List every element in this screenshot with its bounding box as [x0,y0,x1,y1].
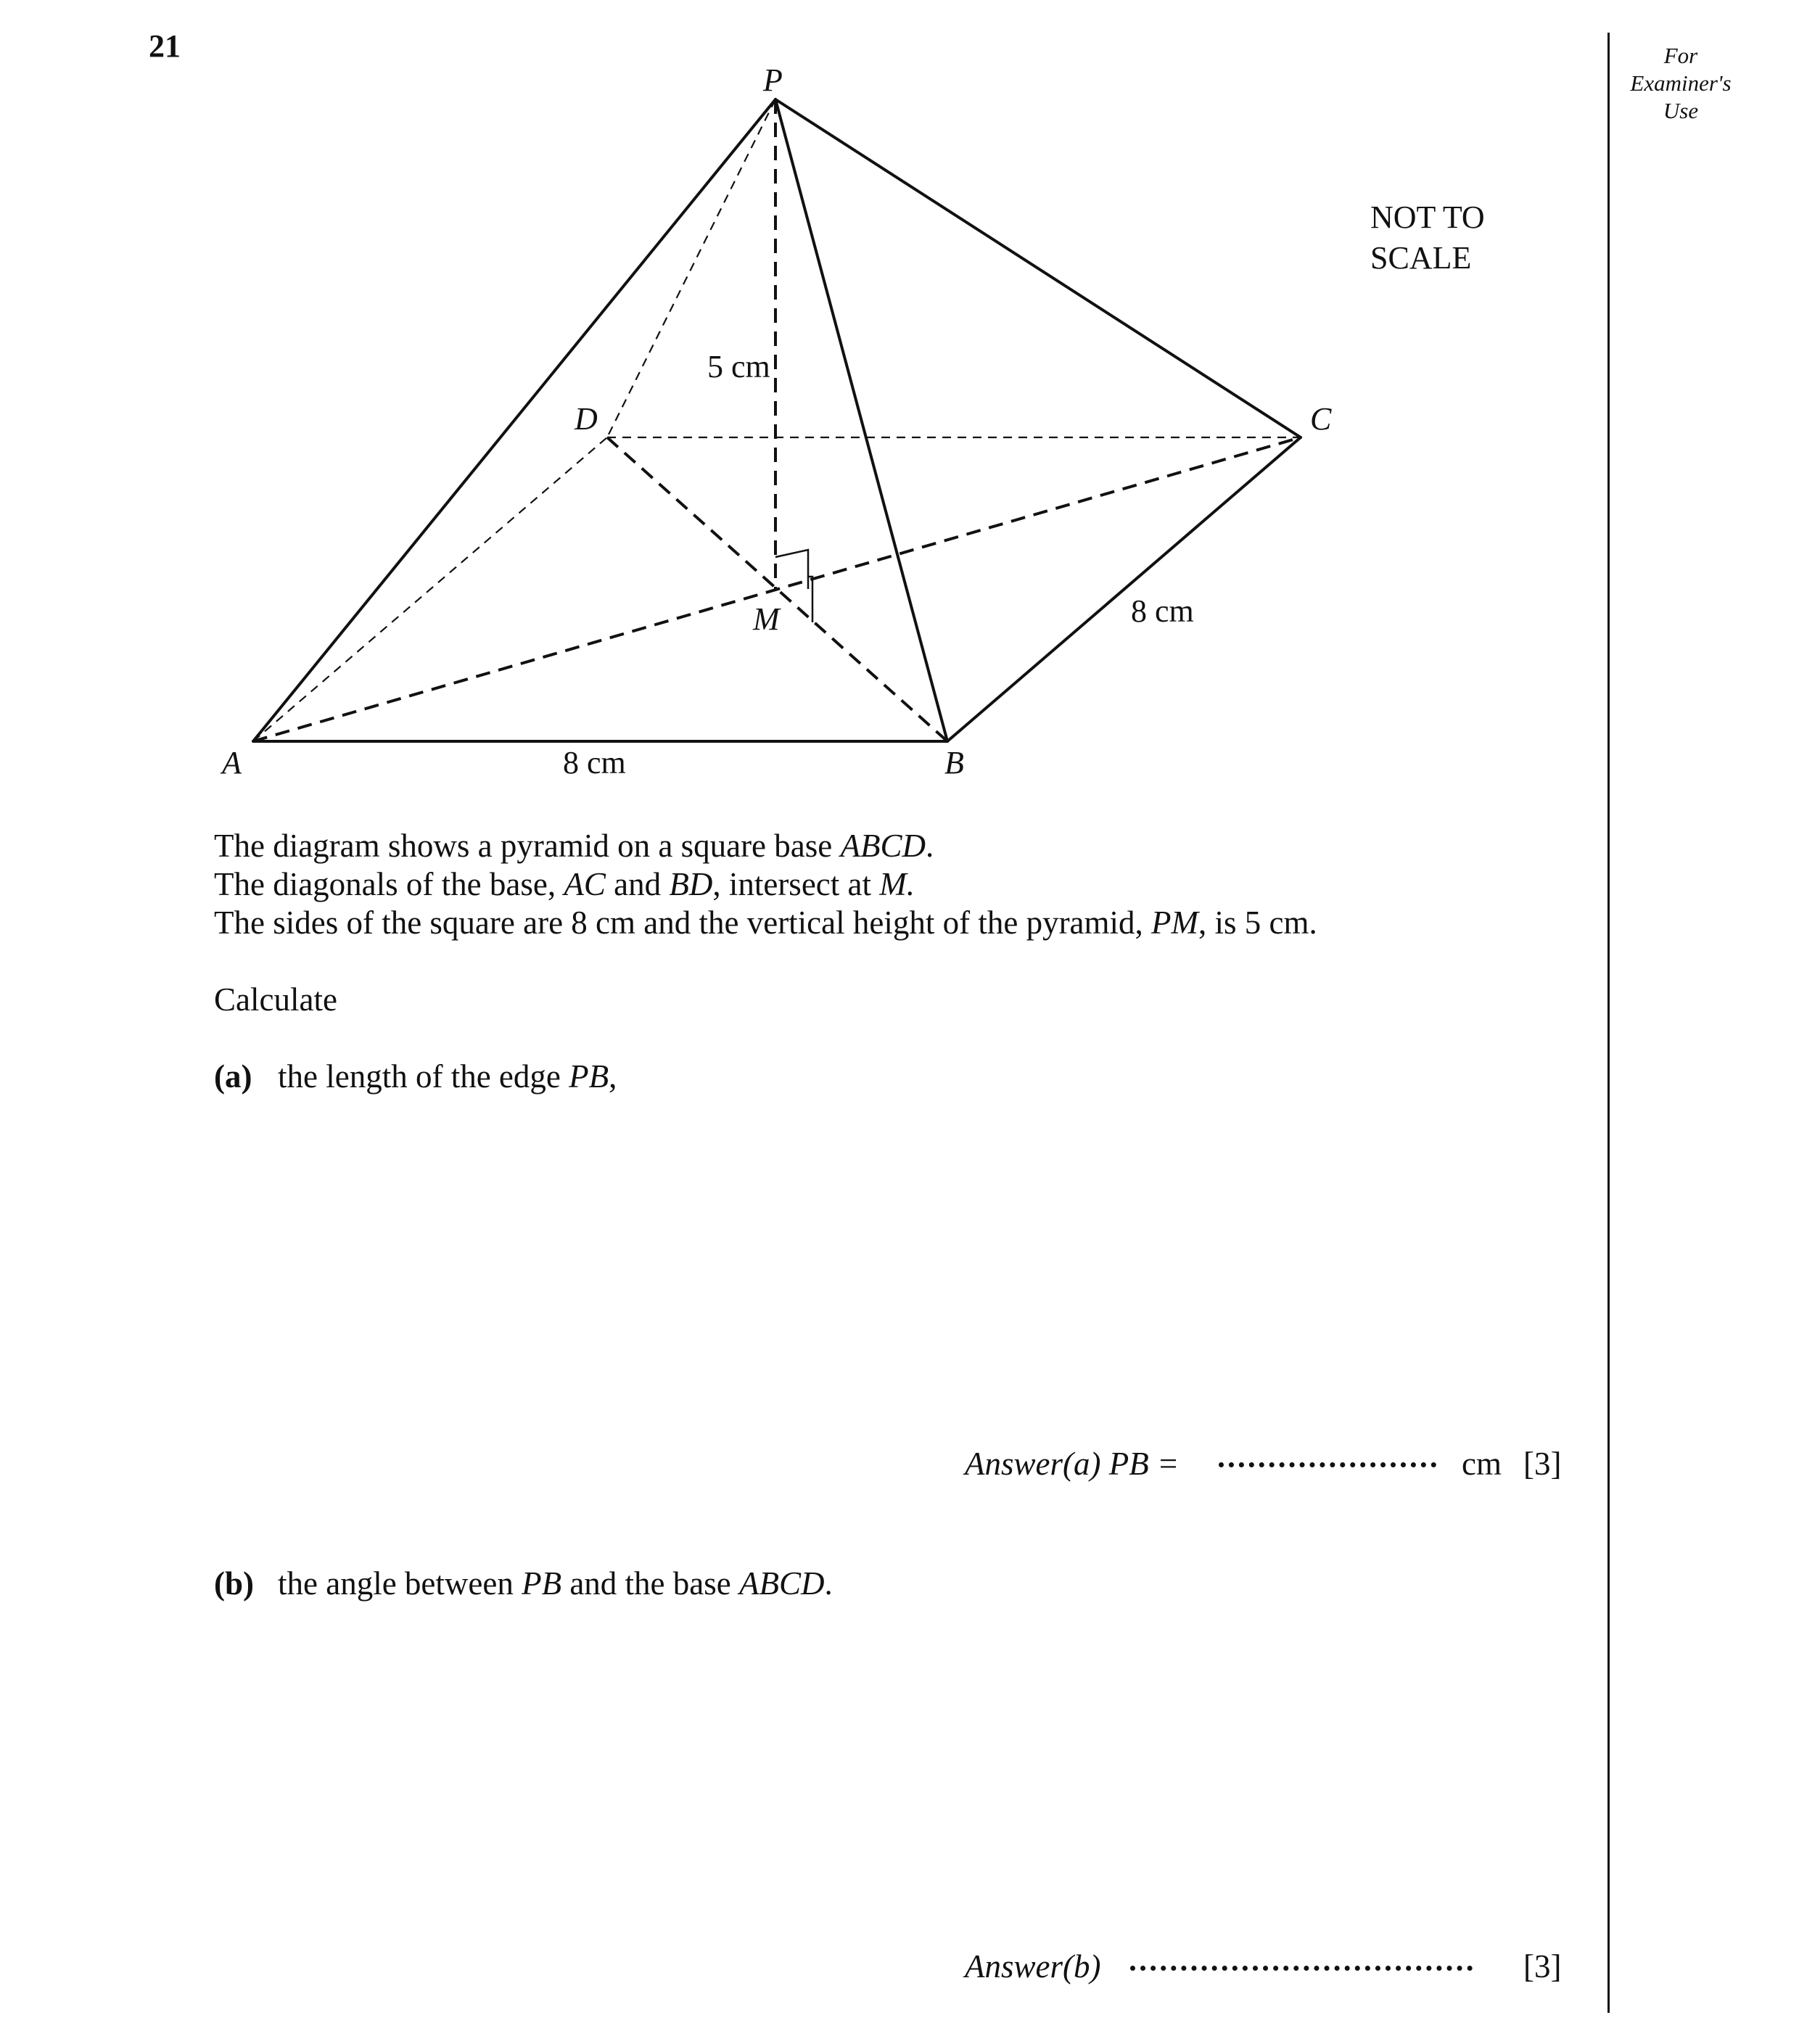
intro-line-3: The sides of the square are 8 cm and the vertical height of the pyramid, PM, is 5 cm. [214,904,1317,941]
intro-line-2: The diagonals of the base, AC and BD, intersect at M. [214,866,915,902]
edge-ad-hidden [253,437,607,741]
calculate-heading: Calculate [214,981,337,1018]
vertex-label-b: B [944,745,964,780]
vertex-label-d: D [575,401,598,437]
part-b-question: (b) the angle between PB and the base ABCD. [214,1565,833,1602]
right-angle-marker [775,550,812,622]
vertex-label-c: C [1310,401,1332,437]
not-to-scale-line-2: SCALE [1370,240,1472,276]
part-a-question: (a) the length of the edge PB, [214,1058,617,1095]
pyramid-diagram [0,0,1799,798]
intro-line-1: The diagram shows a pyramid on a square base ABCD. [214,828,934,864]
answer-a-label: Answer(a) PB = [965,1446,1180,1482]
answer-a-unit: cm [1462,1446,1502,1482]
vertex-label-a: A [222,745,242,780]
not-to-scale-line-1: NOT TO [1370,199,1485,235]
label-height-5cm: 5 cm [707,349,770,384]
answer-a-field[interactable] [1219,1462,1436,1467]
part-b-label: (b) [214,1565,254,1602]
edge-pc [775,99,1301,437]
label-side-bc-8cm: 8 cm [1131,593,1194,629]
question-number: 21 [149,28,181,64]
examiner-line-1: For [1663,43,1698,68]
answer-b-marks: [3] [1523,1948,1562,1985]
examiner-line-2: Examiner's [1630,70,1732,96]
part-a-label: (a) [214,1058,252,1095]
answer-b-label: Answer(b) [965,1948,1101,1985]
vertex-label-p: P [763,62,783,98]
examiner-line-3: Use [1663,98,1699,123]
vertex-label-m: M [753,601,780,637]
edge-pa [253,99,775,741]
edge-pb [775,99,947,741]
edge-bc [947,437,1301,741]
label-side-ab-8cm: 8 cm [563,745,626,780]
question-intro [214,827,1317,942]
edge-pd-hidden [607,99,775,437]
answer-a-marks: [3] [1523,1446,1562,1482]
answer-b-field[interactable] [1130,1966,1473,1971]
